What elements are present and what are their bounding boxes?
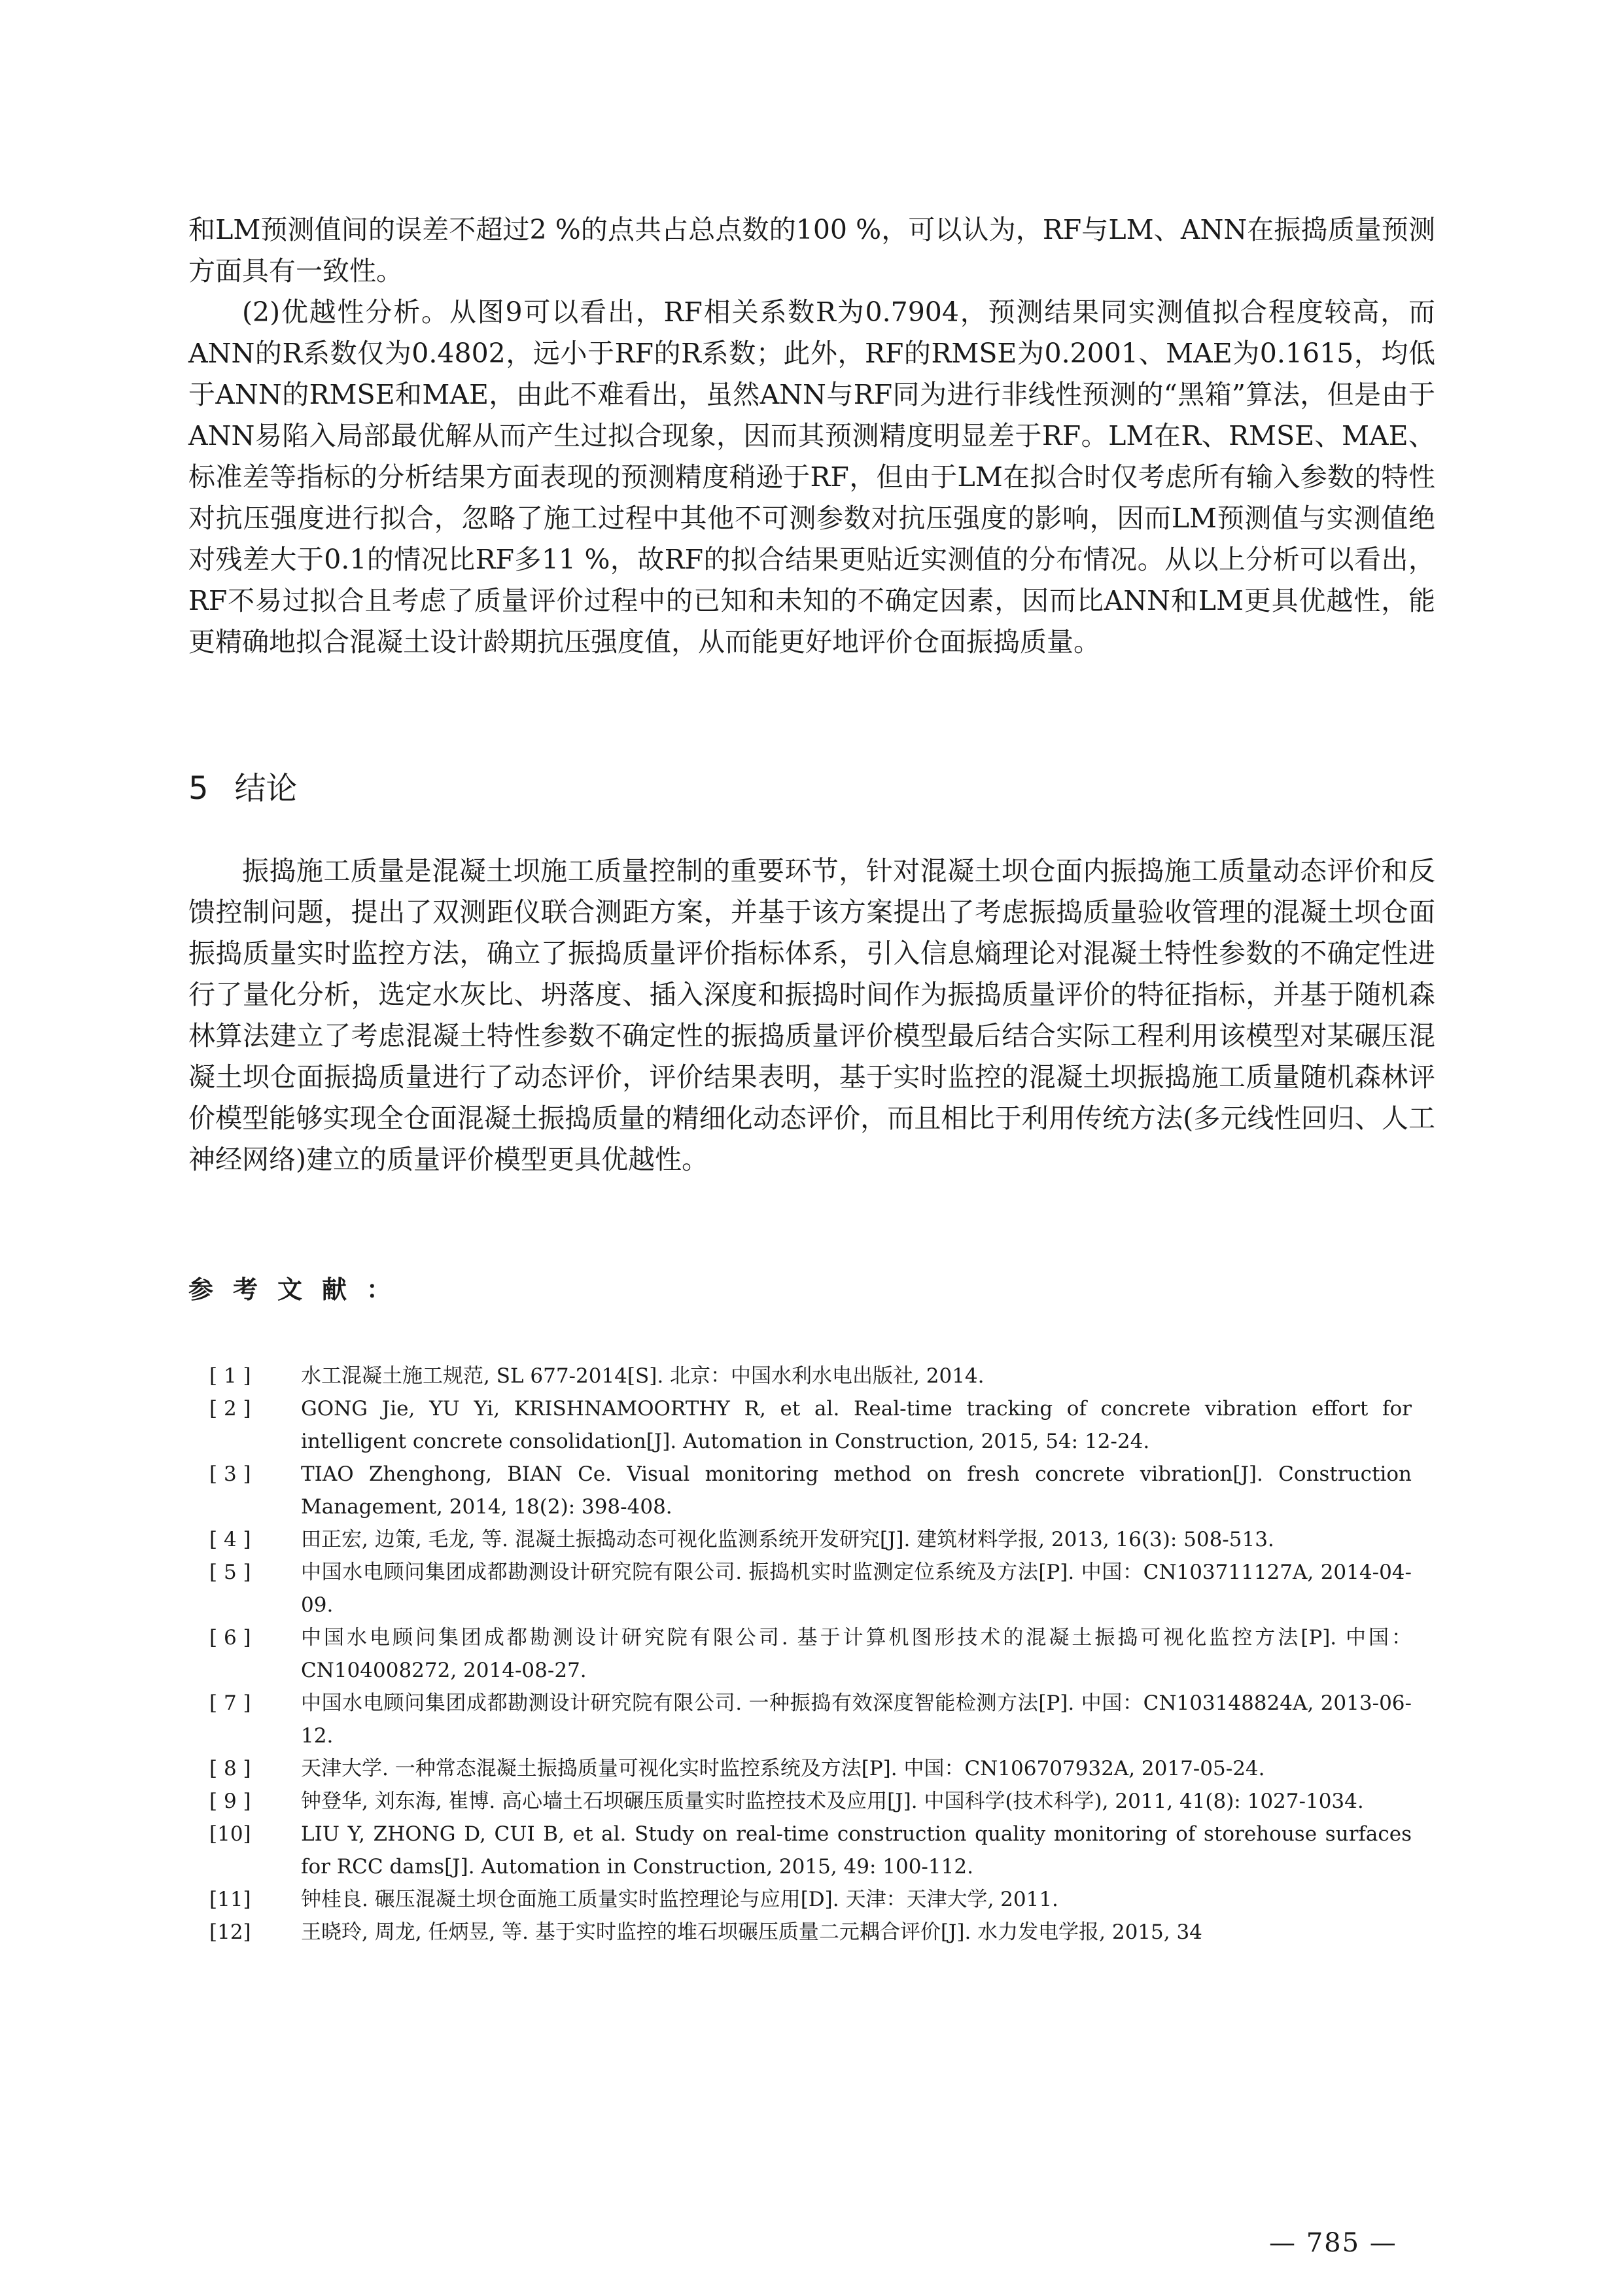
page-number: — 785 — [1269,2228,1397,2258]
reference-text: 钟桂良. 碾压混凝土坝仓面施工质量实时监控理论与应用[D]. 天津：天津大学, 2011. [301,1888,1058,1911]
reference-text: 中国水电顾问集团成都勘测设计研究院有限公司. 基于计算机图形技术的混凝土振捣可视化监控方法[P]. 中国：CN104008272, 2014-08-27. [301,1626,1412,1682]
reference-item [209,1458,1412,1523]
reference-item [209,1621,1412,1687]
paragraph-continuation: 和LM预测值间的误差不超过2 %的点共占总点数的100 %，可以认为，RF与LM、ANN在振捣质量预测方面具有一致性。 [188,214,1435,287]
reference-item [209,1916,1412,1949]
reference-number: [ 6 ] [209,1626,251,1650]
body-text-block [188,209,1435,663]
reference-item [209,1752,1412,1785]
reference-item [209,1883,1412,1916]
reference-number: [ 4 ] [209,1528,251,1551]
reference-number: [12] [209,1920,251,1944]
reference-item [209,1818,1412,1883]
reference-text: 中国水电顾问集团成都勘测设计研究院有限公司. 振捣机实时监测定位系统及方法[P]. 中国：CN103711127A, 2014-04-09. [301,1561,1412,1617]
paragraph-superiority-analysis: (2)优越性分析。从图9可以看出，RF相关系数R为0.7904，预测结果同实测值拟合程度较高，而ANN的R系数仅为0.4802，远小于RF的R系数；此外，RF的RMSE为0.2001、MAE为0.1615，均低于ANN的RMSE和MAE，由此不难看出，虽然ANN与RF同为进行非线性预测的“黑箱”算法，但是由于ANN易陷入局部最优解从而产生过拟合现象，因而其预测精度明显差于RF。LM在R、RMSE、MAE、标准差等指标的分析结果方面表现的预测精度稍逊于RF，但由于LM在拟合时仅考虑所有输入参数的特性对抗压强度进行拟合，忽略了施工过程中其他不可测参数对抗压强度的影响，因而LM预测值与实测值绝对残差大于0.1的情况比RF多11 %，故RF的拟合结果更贴近实测值的分布情况。从以上分析可以看出，RF不易过拟合且考虑了质量评价过程中的已知和未知的不确定因素，因而比ANN和LM更具优越性，能更精确地拟合混凝土设计龄期抗压强度值，从而能更好地评价仓面振捣质量。 [188,296,1435,658]
reference-text: 钟登华, 刘东海, 崔博. 高心墙土石坝碾压质量实时监控技术及应用[J]. 中国科学(技术科学), 2011, 41(8): 1027-1034. [301,1790,1364,1813]
reference-text: 天津大学. 一种常态混凝土振捣质量可视化实时监控系统及方法[P]. 中国：CN106707932A, 2017-05-24. [301,1757,1265,1780]
reference-number: [ 9 ] [209,1790,251,1813]
reference-text: TIAO Zhenghong, BIAN Ce. Visual monitoring method on fresh concrete vibration[J]. Construction Management, 2014, 18(2): 398-408. [301,1462,1412,1519]
section-number: 5 [188,770,209,807]
section-title: 结论 [234,770,298,807]
reference-item [209,1392,1412,1458]
reference-text: LIU Y, ZHONG D, CUI B, et al. Study on real-time construction quality monitoring of storehouse surfaces for RCC dams[J]. Automation in Construction, 2015, 49: 100-112. [301,1822,1412,1879]
reference-item [209,1785,1412,1818]
references-heading: 参考文献： [188,1275,411,1304]
conclusion-block [188,851,1435,1180]
reference-number: [ 3 ] [209,1462,251,1486]
reference-item [209,1360,1412,1392]
reference-number: [ 5 ] [209,1561,251,1584]
reference-text: 王晓玲, 周龙, 任炳昱, 等. 基于实时监控的堆石坝碾压质量二元耦合评价[J]. 水力发电学报, 2015, 34 [301,1920,1202,1944]
reference-list [209,1360,1412,1949]
reference-number: [10] [209,1822,251,1846]
reference-number: [ 1 ] [209,1364,251,1388]
reference-item [209,1687,1412,1752]
reference-number: [11] [209,1888,251,1911]
section-heading [188,769,298,808]
reference-item [209,1523,1412,1556]
reference-number: [ 7 ] [209,1691,251,1715]
reference-text: 田正宏, 边策, 毛龙, 等. 混凝土振捣动态可视化监测系统开发研究[J]. 建筑材料学报, 2013, 16(3): 508-513. [301,1528,1274,1551]
reference-number: [ 2 ] [209,1397,251,1421]
reference-text: 水工混凝土施工规范, SL 677-2014[S]. 北京：中国水利水电出版社, 2014. [301,1364,985,1388]
reference-item [209,1556,1412,1621]
reference-number: [ 8 ] [209,1757,251,1780]
reference-text: 中国水电顾问集团成都勘测设计研究院有限公司. 一种振捣有效深度智能检测方法[P]. 中国：CN103148824A, 2013-06-12. [301,1691,1412,1748]
paragraph-conclusion: 振捣施工质量是混凝土坝施工质量控制的重要环节，针对混凝土坝仓面内振捣施工质量动态评价和反馈控制问题，提出了双测距仪联合测距方案，并基于该方案提出了考虑振捣质量验收管理的混凝土坝仓面振捣质量实时监控方法，确立了振捣质量评价指标体系，引入信息熵理论对混凝土特性参数的不确定性进行了量化分析，选定水灰比、坍落度、插入深度和振捣时间作为振捣质量评价的特征指标，并基于随机森林算法建立了考虑混凝土特性参数不确定性的振捣质量评价模型最后结合实际工程利用该模型对某碾压混凝土坝仓面振捣质量进行了动态评价，评价结果表明，基于实时监控的混凝土坝振捣施工质量随机森林评价模型能够实现全仓面混凝土振捣质量的精细化动态评价，而且相比于利用传统方法(多元线性回归、人工神经网络)建立的质量评价模型更具优越性。 [188,855,1435,1175]
reference-text: GONG Jie, YU Yi, KRISHNAMOORTHY R, et al. Real-time tracking of concrete vibration effort for intelligent concrete consolidation[J]. Automation in Construction, 2015, 54: 12-24. [301,1397,1412,1453]
